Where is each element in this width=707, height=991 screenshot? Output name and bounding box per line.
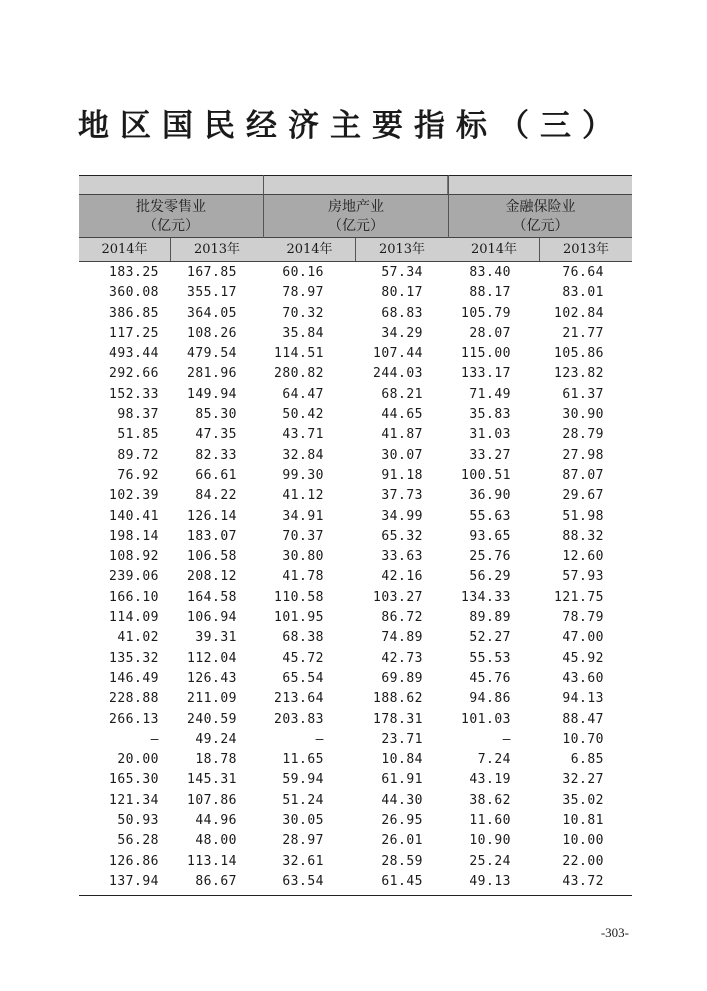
table-cell: 105.79 (461, 305, 511, 321)
year-header: 2014年 (79, 238, 171, 261)
table-cell: 203.83 (274, 711, 324, 727)
table-cell: 31.03 (469, 427, 511, 443)
table-cell: 164.58 (187, 589, 237, 605)
table-cell: 59.94 (282, 772, 324, 788)
table-row (79, 852, 632, 872)
table-cell: 57.93 (562, 569, 604, 585)
table-row (79, 263, 632, 283)
table-cell: 10.00 (562, 833, 604, 849)
year-header-row (79, 238, 632, 262)
table-cell: 126.86 (109, 853, 159, 869)
table-cell: 280.82 (274, 366, 324, 382)
table-cell: 106.58 (187, 549, 237, 565)
table-cell: 188.62 (373, 691, 423, 707)
table-cell: 105.86 (554, 346, 604, 362)
table-cell: 108.26 (187, 325, 237, 341)
table-cell: 178.31 (373, 711, 423, 727)
table-cell: 25.24 (469, 853, 511, 869)
table-row (79, 811, 632, 831)
table-cell: 126.14 (187, 508, 237, 524)
table-row (79, 608, 632, 628)
page-number: -303- (600, 925, 629, 940)
table-cell: 140.41 (109, 508, 159, 524)
table-cell: 68.83 (381, 305, 423, 321)
table-cell: 43.71 (282, 427, 324, 443)
table-cell: 88.32 (562, 528, 604, 544)
table-cell: 94.13 (562, 691, 604, 707)
table-cell: 64.47 (282, 386, 324, 402)
table-cell: 88.47 (562, 711, 604, 727)
table-cell: 266.13 (109, 711, 159, 727)
table-cell: 114.51 (274, 346, 324, 362)
table-row (79, 872, 632, 892)
table-row (79, 405, 632, 425)
table-cell: 102.84 (554, 305, 604, 321)
table-cell: 117.25 (109, 325, 159, 341)
table-cell: 183.25 (109, 265, 159, 280)
table-cell: 65.54 (282, 670, 324, 686)
table-cell: 66.61 (195, 467, 237, 483)
table-cell: 167.85 (187, 265, 237, 280)
table-cell: 41.87 (381, 427, 423, 443)
table-row (79, 628, 632, 648)
year-header: 2013年 (193, 242, 241, 257)
table-cell: 98.37 (117, 407, 159, 423)
table-cell: 89.89 (469, 610, 511, 626)
table-cell: 10.70 (562, 731, 604, 747)
table-cell: 30.05 (282, 813, 324, 829)
table-cell: 101.03 (461, 711, 511, 727)
table-row (79, 425, 632, 445)
table-cell: 7.24 (477, 752, 511, 768)
table-row (79, 446, 632, 466)
table-row (79, 689, 632, 709)
table-cell: 35.83 (469, 407, 511, 423)
table-cell: 52.27 (469, 630, 511, 646)
table-cell: 292.66 (109, 366, 159, 382)
table-cell: 94.86 (469, 691, 511, 707)
table-cell: 126.43 (187, 670, 237, 686)
table-cell: 43.72 (562, 873, 604, 889)
table-cell: 86.67 (195, 873, 237, 889)
table-cell: 34.99 (381, 508, 423, 524)
table-cell: 85.30 (195, 407, 237, 423)
table-cell: 34.91 (282, 508, 324, 524)
table-cell: 121.75 (554, 589, 604, 605)
table-cell: 18.78 (195, 752, 237, 768)
table-row (79, 710, 632, 730)
table-cell: 61.37 (562, 386, 604, 402)
table-cell: 364.05 (187, 305, 237, 321)
table-cell: 49.24 (195, 731, 237, 747)
group-header-unit: （亿元） (512, 218, 569, 234)
table-cell: 360.08 (109, 285, 159, 301)
table-row (79, 730, 632, 750)
table-cell: 165.30 (109, 772, 159, 788)
table-cell: 12.60 (562, 549, 604, 565)
table-cell: 61.45 (381, 873, 423, 889)
table-cell: 26.01 (381, 833, 423, 849)
year-header: 2013年 (378, 242, 426, 257)
table-cell: 208.12 (187, 569, 237, 585)
table-cell: 133.17 (461, 366, 511, 382)
table-cell: 45.92 (562, 650, 604, 666)
table-cell: 56.29 (469, 569, 511, 585)
table-cell: 55.63 (469, 508, 511, 524)
table-cell: 228.88 (109, 691, 159, 707)
table-cell: 183.07 (187, 528, 237, 544)
table-row (79, 547, 632, 567)
year-header: 2014年 (264, 238, 356, 261)
table-cell: 42.73 (381, 650, 423, 666)
table-cell: 36.90 (469, 488, 511, 504)
table-cell: 10.90 (469, 833, 511, 849)
table-cell: 78.97 (282, 285, 324, 301)
table-cell: 51.98 (562, 508, 604, 524)
table-cell: 93.65 (469, 528, 511, 544)
table-cell: 146.49 (109, 670, 159, 686)
table-cell: 240.59 (187, 711, 237, 727)
table-row (79, 507, 632, 527)
table-cell: 89.72 (117, 447, 159, 463)
group-header-unit: （亿元） (143, 218, 199, 234)
table-cell: 42.16 (381, 569, 423, 585)
table-cell: 45.72 (282, 650, 324, 666)
table-cell: 22.00 (562, 853, 604, 869)
table-cell: 56.28 (117, 833, 159, 849)
table-row (79, 385, 632, 405)
table-cell: 50.93 (117, 813, 159, 829)
table-cell: 211.09 (187, 691, 237, 707)
table-cell: 78.79 (562, 610, 604, 626)
table-cell: 76.64 (562, 265, 604, 280)
table-cell: 100.51 (461, 467, 511, 483)
table-cell: 84.22 (195, 488, 237, 504)
group-header-finance-insurance (449, 195, 632, 238)
table-row (79, 527, 632, 547)
table-cell: 21.77 (562, 325, 604, 341)
table-cell: 49.13 (469, 873, 511, 889)
table-cell: 38.62 (469, 792, 511, 808)
table-cell: 50.42 (282, 407, 324, 423)
table-cell: 28.97 (282, 833, 324, 849)
table-cell: 121.34 (109, 792, 159, 808)
table-row (79, 669, 632, 689)
table-cell: 30.80 (282, 549, 324, 565)
table-cell: 28.59 (381, 853, 423, 869)
table-cell: 70.37 (282, 528, 324, 544)
group-header-unit: （亿元） (328, 218, 384, 234)
table-cell: 65.32 (381, 528, 423, 544)
table-cell: 63.54 (282, 873, 324, 889)
table-cell: 33.63 (381, 549, 423, 565)
table-cell: 10.84 (381, 752, 423, 768)
table-cell: 43.19 (469, 772, 511, 788)
table-cell: 213.64 (274, 691, 324, 707)
table-cell: 41.02 (117, 630, 159, 646)
table-cell: 51.85 (117, 427, 159, 443)
table-cell: 44.30 (381, 792, 423, 808)
year-header: 2014年 (449, 238, 540, 261)
table-cell: 103.27 (373, 589, 423, 605)
table-cell: 25.76 (469, 549, 511, 565)
table-cell: 101.95 (274, 610, 324, 626)
table-row (79, 364, 632, 384)
table-cell: 35.84 (282, 325, 324, 341)
table-cell: 115.00 (461, 346, 511, 362)
table-cell: 11.60 (469, 813, 511, 829)
table-cell: 493.44 (109, 346, 159, 362)
group-header-name: 房地产业 (328, 199, 384, 215)
table-row (79, 466, 632, 486)
table-row (79, 344, 632, 364)
table-cell: 239.06 (109, 569, 159, 585)
table-body (79, 263, 632, 892)
table-cell: 45.76 (469, 670, 511, 686)
table-cell: 107.44 (373, 346, 423, 362)
table-cell: 68.21 (381, 386, 423, 402)
table-cell: 29.67 (562, 488, 604, 504)
table-cell: 198.14 (109, 528, 159, 544)
table-cell: 106.94 (187, 610, 237, 626)
table-cell: 44.65 (381, 407, 423, 423)
table-row (79, 567, 632, 587)
table-cell: 74.89 (381, 630, 423, 646)
table-cell: 134.33 (461, 589, 511, 605)
table-cell: 39.31 (195, 630, 237, 646)
table-top-band (79, 175, 632, 195)
table-row (79, 283, 632, 303)
table-cell: 30.90 (562, 407, 604, 423)
table-cell: 113.14 (187, 853, 237, 869)
year-header: 2013年 (562, 242, 610, 257)
table-cell: 479.54 (187, 346, 237, 362)
table-cell: 69.89 (381, 670, 423, 686)
table-cell: 281.96 (187, 366, 237, 382)
table-cell: 71.49 (469, 386, 511, 402)
table-row (79, 649, 632, 669)
table-cell: 386.85 (109, 305, 159, 321)
table-cell: 86.72 (381, 610, 423, 626)
table-cell: 80.17 (381, 285, 423, 301)
table-cell: 35.02 (562, 792, 604, 808)
table-cell: — (502, 731, 511, 747)
table-cell: — (150, 731, 159, 747)
table-row (79, 588, 632, 608)
table-cell: 23.71 (381, 731, 423, 747)
group-header-real-estate (264, 195, 448, 238)
table-cell: 91.18 (381, 467, 423, 483)
table-cell: 26.95 (381, 813, 423, 829)
table-cell: 83.01 (562, 285, 604, 301)
table-cell: 44.96 (195, 813, 237, 829)
table-cell: 34.29 (381, 325, 423, 341)
table-cell: 47.35 (195, 427, 237, 443)
table-cell: 60.16 (282, 265, 324, 280)
table-cell: 32.61 (282, 853, 324, 869)
table-cell: 149.94 (187, 386, 237, 402)
table-cell: 51.24 (282, 792, 324, 808)
table-cell: 61.91 (381, 772, 423, 788)
table-cell: 30.07 (381, 447, 423, 463)
table-bottom-rule (79, 895, 632, 896)
table-cell: 244.03 (373, 366, 423, 382)
table-row (79, 486, 632, 506)
table-cell: 28.79 (562, 427, 604, 443)
table-cell: 152.33 (109, 386, 159, 402)
page-title: 地区国民经济主要指标（三） (78, 108, 624, 144)
table-cell: 68.38 (282, 630, 324, 646)
table-cell: 114.09 (109, 610, 159, 626)
table-cell: 11.65 (282, 752, 324, 768)
table-cell: 76.92 (117, 467, 159, 483)
table-cell: 33.27 (469, 447, 511, 463)
table-cell: 110.58 (274, 589, 324, 605)
table-row (79, 791, 632, 811)
table-cell: 6.85 (570, 752, 604, 768)
table-cell: 43.60 (562, 670, 604, 686)
table-row (79, 770, 632, 790)
table-cell: 166.10 (109, 589, 159, 605)
table-cell: 47.00 (562, 630, 604, 646)
table-cell: 88.17 (469, 285, 511, 301)
table-cell: 48.00 (195, 833, 237, 849)
table-cell: 135.32 (109, 650, 159, 666)
table-cell: 20.00 (117, 752, 159, 768)
table-cell: 107.86 (187, 792, 237, 808)
table-row (79, 304, 632, 324)
table-cell: 83.40 (469, 265, 511, 280)
table-cell: 87.07 (562, 467, 604, 483)
table-cell: 355.17 (187, 285, 237, 301)
table-cell: 112.04 (187, 650, 237, 666)
table-row (79, 750, 632, 770)
table-cell: 57.34 (381, 265, 423, 280)
table-cell: 10.81 (562, 813, 604, 829)
table-cell: 99.30 (282, 467, 324, 483)
table-cell: 37.73 (381, 488, 423, 504)
table-cell: 70.32 (282, 305, 324, 321)
table-cell: 32.84 (282, 447, 324, 463)
table-row (79, 324, 632, 344)
table-cell: 102.39 (109, 488, 159, 504)
table-cell: 41.78 (282, 569, 324, 585)
group-header-name: 批发零售业 (136, 199, 206, 215)
table-cell: 55.53 (469, 650, 511, 666)
table-cell: 145.31 (187, 772, 237, 788)
group-header-name: 金融保险业 (505, 199, 576, 215)
table-cell: 137.94 (109, 873, 159, 889)
table-cell: — (315, 731, 324, 747)
table-cell: 123.82 (554, 366, 604, 382)
table-cell: 41.12 (282, 488, 324, 504)
table-cell: 82.33 (195, 447, 237, 463)
table-cell: 108.92 (109, 549, 159, 565)
table-row (79, 831, 632, 851)
group-header-wholesale-retail (79, 195, 263, 238)
table-cell: 28.07 (469, 325, 511, 341)
table-cell: 32.27 (562, 772, 604, 788)
table-cell: 27.98 (562, 447, 604, 463)
